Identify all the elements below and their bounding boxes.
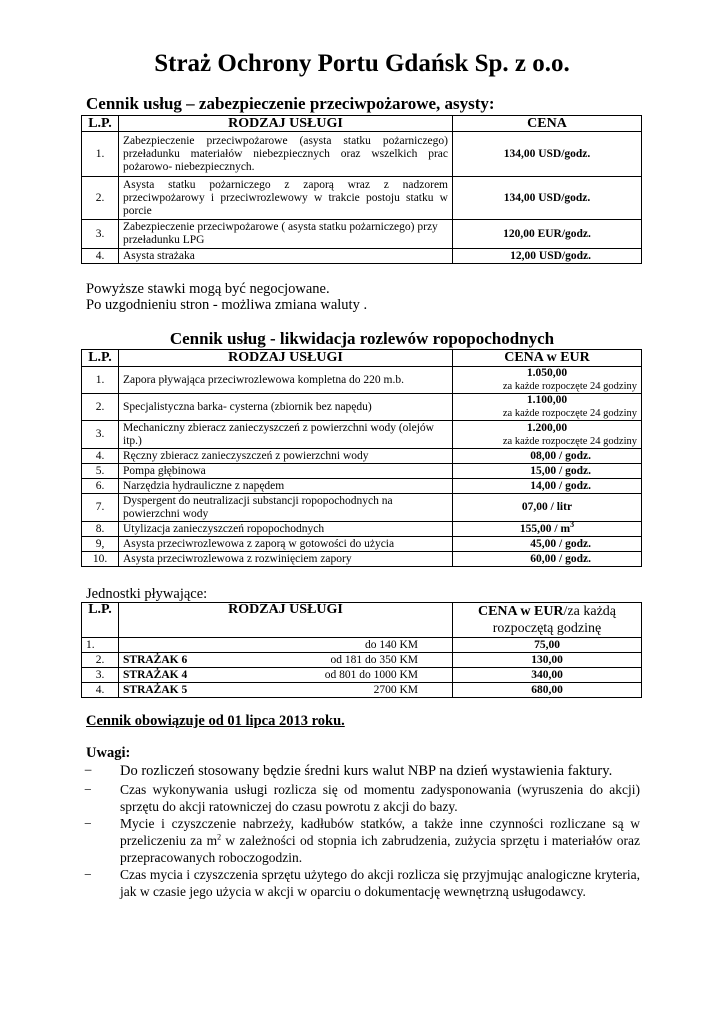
table-row: [82, 249, 642, 264]
vessel-power: od 801 do 1000 KM: [324, 668, 418, 681]
row-price: 08,00 / godz.: [453, 449, 642, 464]
page-title: Straż Ochrony Portu Gdańsk Sp. z o.o.: [154, 50, 570, 77]
row-service: Mechaniczny zbieracz zanieczyszczeń z powierzchni wody (olejów itp.): [119, 421, 453, 449]
row-service: Asysta strażaka: [119, 249, 453, 264]
remarks-heading: Uwagi:: [86, 745, 131, 761]
row-price: 130,00: [453, 653, 642, 668]
table-row: [82, 537, 642, 552]
col-header-lp: L.P.: [82, 350, 119, 367]
remark-item: [84, 763, 640, 780]
row-lp: 3.: [82, 668, 119, 683]
row-service: Asysta przeciwrozlewowa z zaporą w gotowości do użycia: [119, 537, 453, 552]
row-lp: 9,: [82, 537, 119, 552]
vessel-power: 2700 KM: [373, 683, 418, 696]
dash-bullet: −: [84, 782, 92, 797]
remark-text: Mycie i czyszczenie nabrzeży, kadłubów statków, a także inne czynności rozliczane są w przeliczeniu za m: [120, 816, 640, 848]
table-row: [82, 552, 642, 567]
table-row: [82, 449, 642, 464]
row-price: 60,00 / godz.: [453, 552, 642, 567]
row-service: Ręczny zbieracz zanieczyszczeń z powierzchni wody: [119, 449, 453, 464]
row-lp: 3.: [82, 220, 119, 249]
row-lp: 4.: [82, 249, 119, 264]
table-row: [82, 683, 642, 698]
row-price-cell: [453, 519, 642, 537]
row-service: Asysta przeciwrozlewowa z rozwinięciem zapory: [119, 552, 453, 567]
row-price: 07,00 / litr: [453, 494, 642, 522]
row-price: 134,00 USD/godz.: [453, 132, 642, 177]
table-row: [82, 638, 642, 653]
table-row: [82, 394, 642, 421]
vessel-power: od 181 do 350 KM: [330, 653, 418, 666]
row-service: Narzędzia hydrauliczne z napędem: [119, 479, 453, 494]
row-price: 680,00: [453, 683, 642, 698]
row-service-cell: [119, 683, 453, 698]
row-service: Utylizacja zanieczyszczeń ropopochodnych: [119, 522, 453, 537]
table-row: [82, 653, 642, 668]
vessel-name: STRAŻAK 5: [123, 683, 188, 696]
valid-from-note: Cennik obowiązuje od 01 lipca 2013 roku.: [86, 713, 345, 729]
table-row: [82, 177, 642, 220]
remark-sup: 2: [217, 832, 222, 842]
row-price: 1.200,00: [526, 421, 568, 434]
row-price: 1.050,00: [526, 367, 568, 379]
col-header-service: RODZAJ USŁUGI: [119, 603, 453, 638]
oil-spill-table: [81, 349, 642, 567]
remark-text: Czas mycia i czyszczenia sprzętu użytego do akcji rozlicza się przyjmując analogiczne kryteria, jak w czasie jego użycia w akcji w oparciu o dokumentację wewnętrzną usługodawcy.: [120, 867, 640, 899]
row-price: 75,00: [453, 638, 642, 653]
row-lp: 10.: [82, 552, 119, 567]
row-lp: 6.: [82, 479, 119, 494]
row-price-note: za każde rozpoczęte 24 godziny: [502, 381, 637, 392]
row-service: Specjalistyczna barka- cysterna (zbiornik bez napędu): [119, 394, 453, 421]
row-lp: 3.: [82, 421, 119, 449]
section2-heading: Cennik usług - likwidacja rozlewów ropopochodnych: [169, 329, 555, 348]
row-lp: 4.: [82, 683, 119, 698]
row-service: Zabezpieczenie przeciwpożarowe ( asysta statku pożarniczego) przy przeładunku LPG: [119, 220, 453, 249]
vessels-table: [81, 602, 642, 698]
col-header-lp: L.P.: [82, 116, 119, 132]
row-service: Pompa głębinowa: [119, 464, 453, 479]
currency-note: Po uzgodnieniu stron - możliwa zmiana waluty .: [86, 297, 368, 313]
table-header-row: [82, 350, 642, 367]
row-lp: 8.: [82, 522, 119, 537]
row-service: Zabezpieczenie przeciwpożarowe (asysta statku pożarniczego) przeładunku materiałów niebezpiecznych oraz wszelkich prac pożarowo- niebezpiecznych.: [119, 132, 453, 177]
dash-bullet: −: [84, 816, 92, 831]
remark-text: Czas wykonywania usługi rozlicza się od momentu zadysponowania (wyruszenia do akcji) sprzętu do akcji ratowniczej do czasu powrotu z akcji do bazy.: [120, 782, 640, 814]
table-header-row: [82, 116, 642, 132]
table-row: [82, 367, 642, 394]
table-row: [82, 522, 642, 537]
col-header-price-suffix: /za każdą rozpoczętą godzinę: [492, 604, 617, 636]
remark-text: Do rozliczeń stosowany będzie średni kurs walut NBP na dzień wystawienia faktury.: [120, 763, 613, 779]
col-header-price: CENA w EUR: [453, 350, 642, 367]
fire-protection-table: [81, 115, 642, 264]
row-lp: 2.: [82, 177, 119, 220]
row-service: Asysta statku pożarniczego z zaporą wraz z nadzorem przeciwpożarowy i przeciwrozlewowy w trakcie postoju statku w porcie: [119, 177, 453, 220]
dash-bullet: −: [84, 763, 93, 779]
row-price: 1.100,00: [526, 394, 568, 406]
row-service: Zapora pływająca przeciwrozlewowa kompletna do 220 m.b.: [119, 367, 453, 394]
row-price: 15,00 / godz.: [453, 464, 642, 479]
row-lp: 1.: [82, 367, 119, 394]
col-header-lp: L.P.: [82, 603, 119, 638]
row-price-note: za każde rozpoczęte 24 godziny: [502, 435, 637, 447]
row-price: 340,00: [453, 668, 642, 683]
row-service-cell: [119, 638, 453, 653]
negotiable-note: Powyższe stawki mogą być negocjowane.: [86, 281, 330, 297]
remark-text-cont: w zależności od stopnia ich zabrudzenia, zużycia sprzętu i materiałów oraz przepracowanych roboczogodzin.: [120, 833, 640, 865]
table-row: [82, 132, 642, 177]
row-lp: 5.: [82, 464, 119, 479]
row-service-cell: [119, 668, 453, 683]
row-price: 45,00 / godz.: [453, 537, 642, 552]
table-row: [82, 494, 642, 522]
row-price-note: za każde rozpoczęte 24 godziny: [502, 408, 637, 419]
table-row: [82, 668, 642, 683]
row-price: 134,00 USD/godz.: [453, 177, 642, 220]
table-row: [82, 479, 642, 494]
row-lp: 7.: [82, 494, 119, 522]
row-price-sup: 3: [570, 519, 575, 529]
col-header-price: CENA w EUR: [477, 604, 564, 619]
section3-heading: Jednostki pływające:: [86, 586, 208, 602]
table-row: [82, 421, 642, 449]
row-service-cell: [119, 653, 453, 668]
table-header-row: [82, 603, 642, 638]
row-lp: 1.: [82, 638, 119, 653]
remark-item: [84, 815, 640, 866]
table-row: [82, 464, 642, 479]
row-lp: 2.: [82, 653, 119, 668]
col-header-service: RODZAJ USŁUGI: [119, 350, 453, 367]
col-header-price: CENA: [453, 116, 642, 132]
col-header-service: RODZAJ USŁUGI: [119, 116, 453, 132]
row-lp: 1.: [82, 132, 119, 177]
vessel-name: STRAŻAK 6: [123, 653, 188, 666]
remark-item: [84, 866, 640, 900]
row-price: 12,00 USD/godz.: [453, 249, 642, 264]
row-lp: 2.: [82, 394, 119, 421]
row-price: 14,00 / godz.: [453, 479, 642, 494]
table-row: [82, 220, 642, 249]
vessel-power: do 140 KM: [364, 638, 418, 651]
remark-text-block: [120, 815, 640, 866]
dash-bullet: −: [84, 867, 92, 882]
section1-heading: Cennik usług – zabezpieczenie przeciwpożarowe, asysty:: [86, 94, 495, 113]
row-price: 155,00 / m: [519, 522, 571, 535]
remark-item: [84, 781, 640, 815]
row-service: Dyspergent do neutralizacji substancji ropopochodnych na powierzchni wody: [119, 494, 453, 522]
row-price: 120,00 EUR/godz.: [453, 220, 642, 249]
row-lp: 4.: [82, 449, 119, 464]
vessel-name: STRAŻAK 4: [123, 668, 188, 681]
